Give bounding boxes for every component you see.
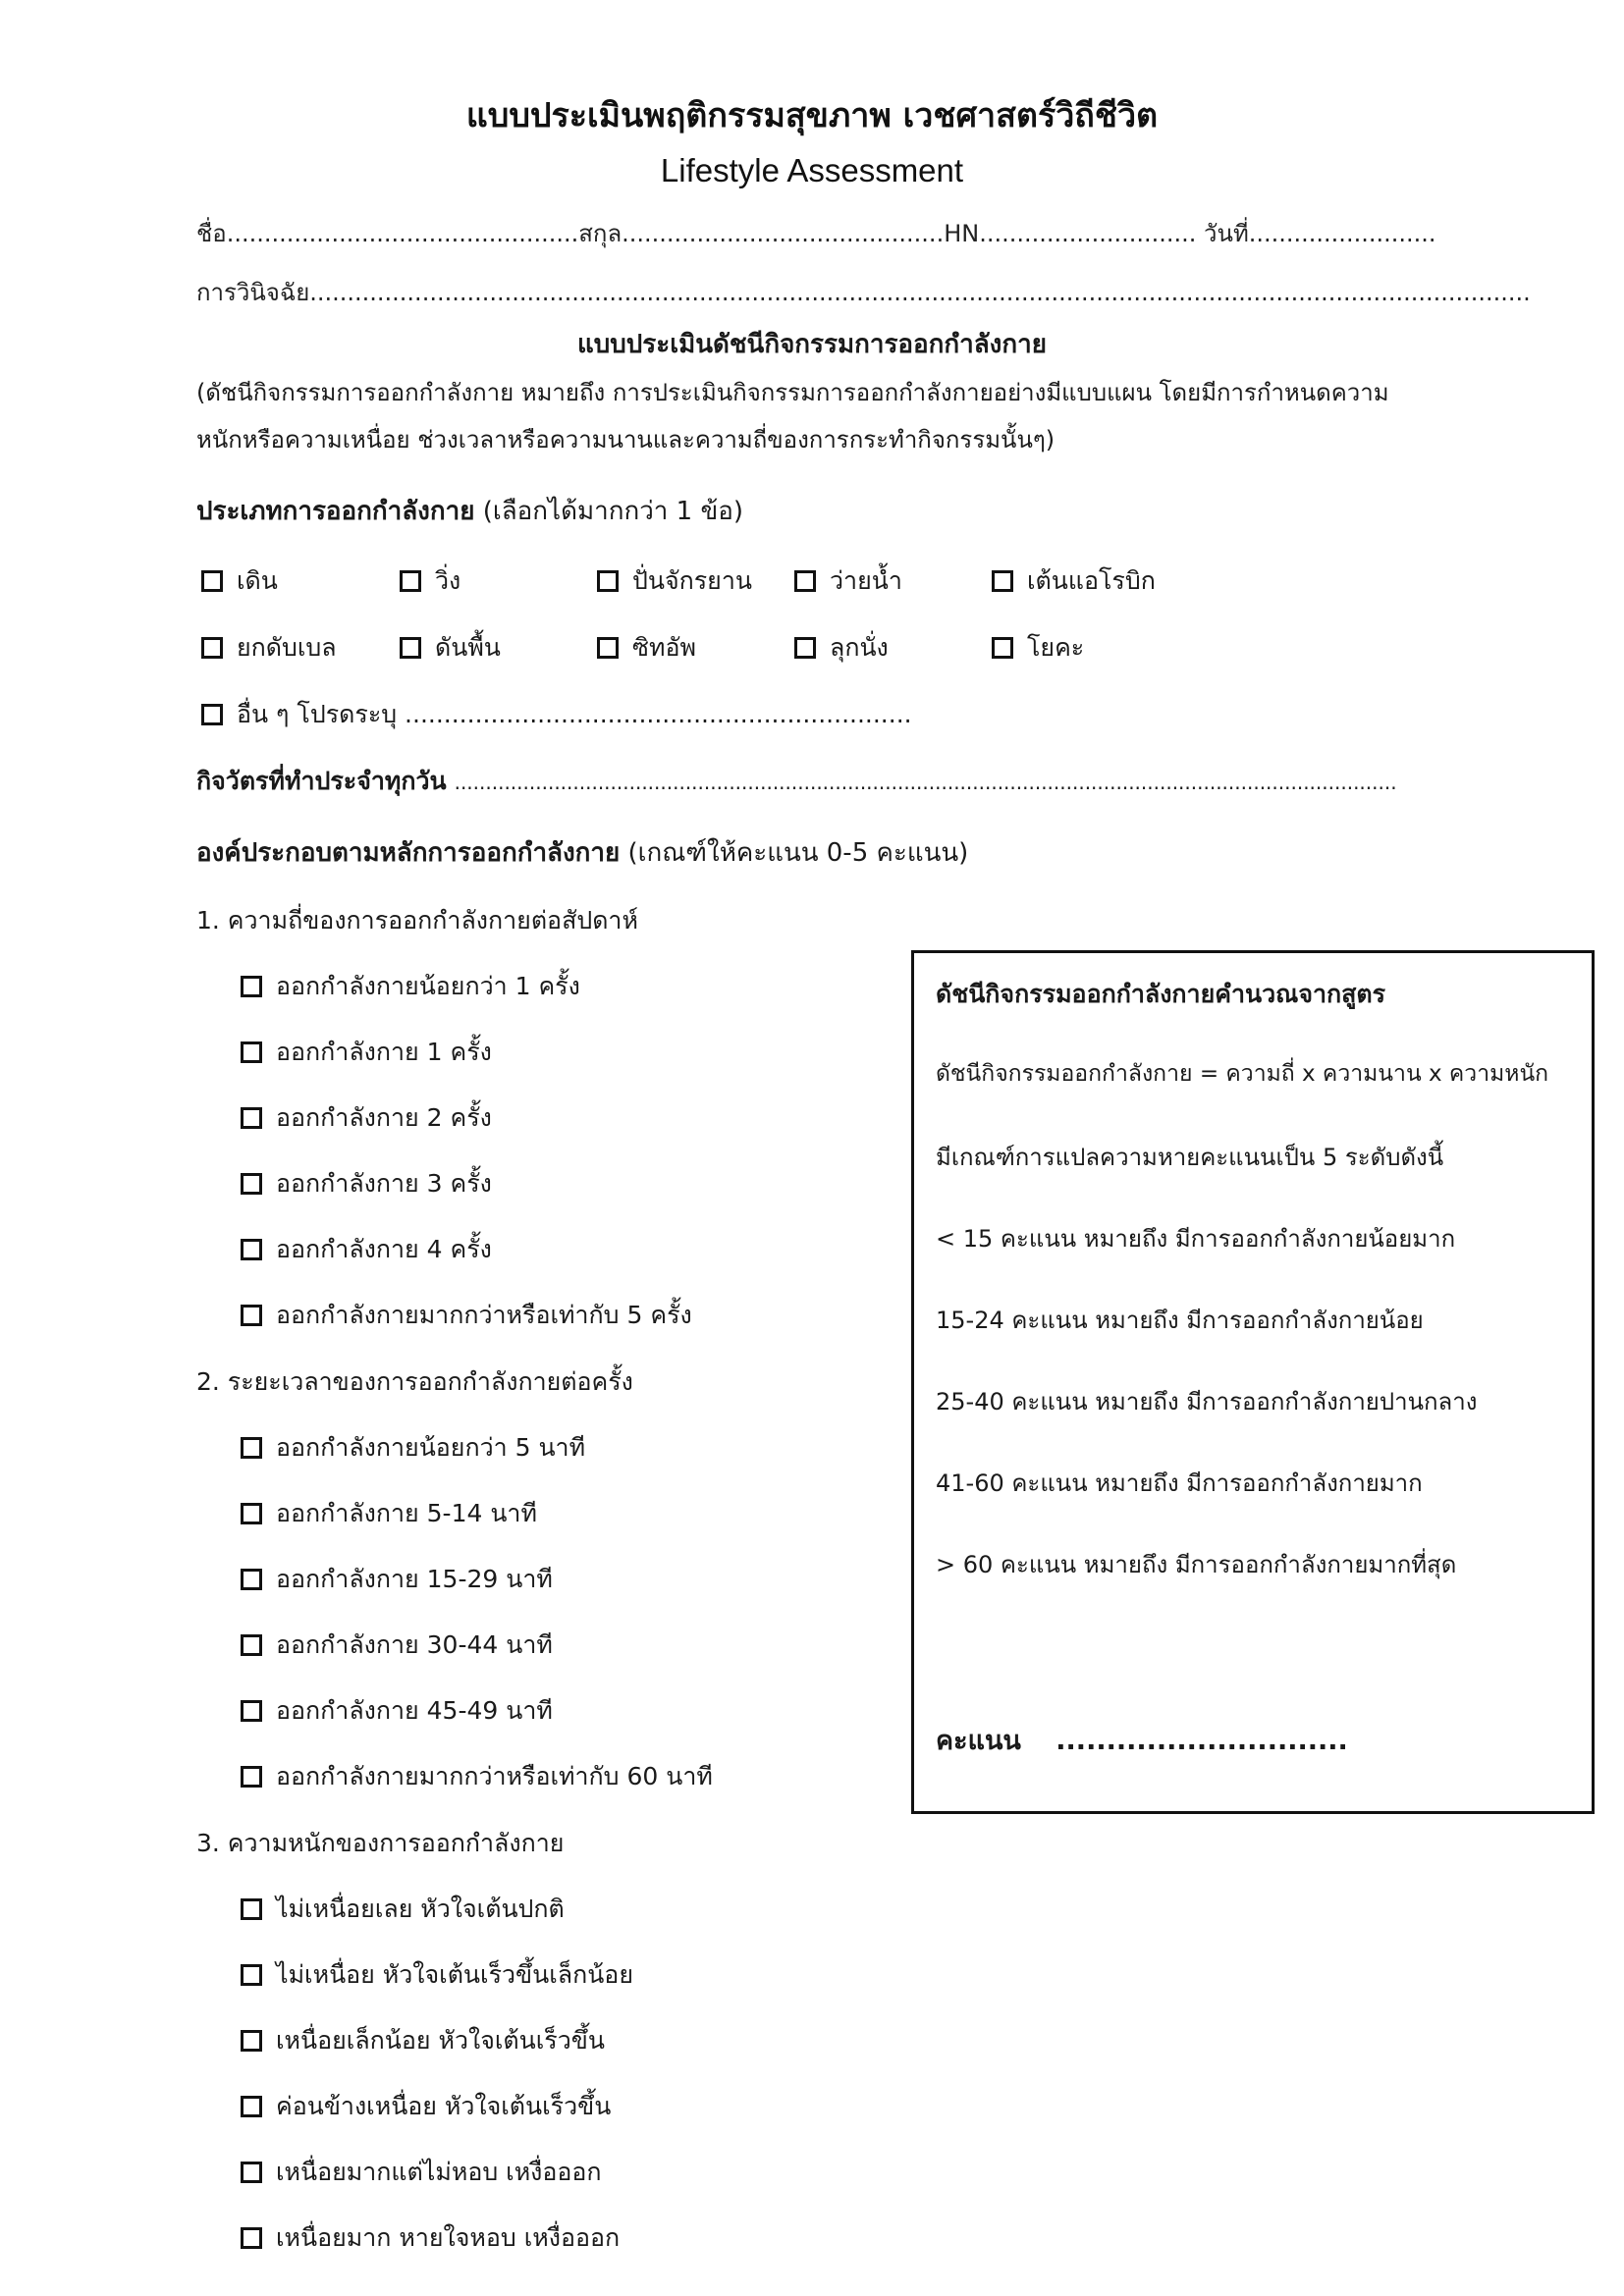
checkbox-icon[interactable]	[241, 1898, 262, 1920]
checkbox-icon[interactable]	[201, 570, 223, 592]
checkbox-icon[interactable]	[241, 1107, 262, 1129]
checkbox-icon[interactable]	[597, 570, 619, 592]
index-level-2: 15-24 คะแนน หมายถึง มีการออกกำลังกายน้อย	[936, 1307, 1424, 1334]
score-dots[interactable]: .............................	[1056, 1726, 1348, 1756]
index-level-4: 41-60 คะแนน หมายถึง มีการออกกำลังกายมาก	[936, 1469, 1423, 1497]
checkbox-cycling[interactable]: ปั่นจักรยาน	[597, 561, 752, 601]
index-formula: ดัชนีกิจกรรมออกกำลังกาย = ความถี่ x ความนาน x ความหนัก	[936, 1061, 1549, 1087]
score-label: คะแนน	[936, 1726, 1021, 1756]
q2-option-3[interactable]: ออกกำลังกาย 15-29 นาที	[241, 1560, 553, 1599]
checkbox-icon[interactable]	[241, 2030, 262, 2052]
checkbox-icon[interactable]	[241, 1964, 262, 1986]
checkbox-icon[interactable]	[241, 976, 262, 997]
q1-option-3[interactable]: ออกกำลังกาย 2 ครั้ง	[241, 1098, 492, 1138]
q3-option-4[interactable]: ค่อนข้างเหนื่อย หัวใจเต้นเร็วขึ้น	[241, 2087, 611, 2126]
q1-option-5[interactable]: ออกกำลังกาย 4 ครั้ง	[241, 1230, 492, 1269]
exercise-type-note: (เลือกได้มากกว่า 1 ข้อ)	[482, 497, 744, 526]
q2-option-2[interactable]: ออกกำลังกาย 5-14 นาที	[241, 1494, 537, 1533]
daily-routine-dots: .......................................................................................................................................................	[454, 771, 1397, 794]
checkbox-icon[interactable]	[241, 1437, 262, 1459]
diagnosis-line[interactable]: การวินิจฉัย...................................................................................................................................................................	[196, 279, 1531, 306]
daily-routine-line[interactable]	[196, 762, 1397, 801]
q3-option-2[interactable]: ไม่เหนื่อย หัวใจเต้นเร็วขึ้นเล็กน้อย	[241, 1955, 633, 1995]
q1-option-1[interactable]: ออกกำลังกายน้อยกว่า 1 ครั้ง	[241, 967, 580, 1006]
checkbox-icon[interactable]	[241, 1173, 262, 1195]
checkbox-icon[interactable]	[241, 2096, 262, 2117]
q2-option-4[interactable]: ออกกำลังกาย 30-44 นาที	[241, 1626, 553, 1665]
checkbox-icon[interactable]	[241, 2227, 262, 2249]
checkbox-icon[interactable]	[992, 570, 1013, 592]
checkbox-icon[interactable]	[241, 1766, 262, 1788]
q1-option-4[interactable]: ออกกำลังกาย 3 ครั้ง	[241, 1164, 492, 1203]
checkbox-icon[interactable]	[241, 1569, 262, 1590]
index-level-5: > 60 คะแนน หมายถึง มีการออกกำลังกายมากที่สุด	[936, 1551, 1457, 1578]
checkbox-icon[interactable]	[794, 570, 816, 592]
patient-info-line[interactable]: ชื่อ...............................................สกุล...........................................HN............................. วันที่.........................	[196, 220, 1436, 247]
checkbox-swim[interactable]: ว่ายน้ำ	[794, 561, 902, 601]
checkbox-icon[interactable]	[201, 704, 223, 725]
q2-option-5[interactable]: ออกกำลังกาย 45-49 นาที	[241, 1691, 553, 1731]
q1-option-2[interactable]: ออกกำลังกาย 1 ครั้ง	[241, 1033, 492, 1072]
checkbox-icon[interactable]	[241, 2162, 262, 2183]
checkbox-aerobic[interactable]: เต้นแอโรบิก	[992, 561, 1156, 601]
q2-option-1[interactable]: ออกกำลังกายน้อยกว่า 5 นาที	[241, 1428, 585, 1468]
checkbox-icon[interactable]	[201, 637, 223, 659]
components-note: (เกณฑ์ให้คะแนน 0-5 คะแนน)	[627, 838, 969, 868]
q1-option-6[interactable]: ออกกำลังกายมากกว่าหรือเท่ากับ 5 ครั้ง	[241, 1296, 692, 1335]
checkbox-dumbbell[interactable]: ยกดับเบล	[201, 628, 337, 667]
section-title: แบบประเมินดัชนีกิจกรรมการออกกำลังกาย	[577, 330, 1047, 359]
q2-option-6[interactable]: ออกกำลังกายมากกว่าหรือเท่ากับ 60 นาที	[241, 1757, 713, 1796]
section-desc-1: (ดัชนีกิจกรรมการออกกำลังกาย หมายถึง การประเมินกิจกรรมการออกกำลังกายอย่างมีแบบแผน โดยมีการกำหนดความ	[196, 379, 1389, 406]
checkbox-icon[interactable]	[241, 1239, 262, 1260]
checkbox-pushup[interactable]: ดันพื้น	[400, 628, 501, 667]
q1-title: 1. ความถี่ของการออกกำลังกายต่อสัปดาห์	[196, 906, 638, 934]
q3-option-1[interactable]: ไม่เหนื่อยเลย หัวใจเต้นปกติ	[241, 1890, 565, 1929]
checkbox-icon[interactable]	[241, 1041, 262, 1063]
components-label: องค์ประกอบตามหลักการออกกำลังกาย	[196, 838, 621, 868]
checkbox-icon[interactable]	[241, 1305, 262, 1326]
q3-title: 3. ความหนักของการออกกำลังกาย	[196, 1829, 565, 1857]
q3-option-6[interactable]: เหนื่อยมาก หายใจหอบ เหงื่อออก	[241, 2218, 620, 2258]
section-desc-2: หนักหรือความเหนื่อย ช่วงเวลาหรือความนานและความถี่ของการกระทำกิจกรรมนั้นๆ)	[196, 426, 1056, 454]
checkbox-icon[interactable]	[794, 637, 816, 659]
exercise-type-label: ประเภทการออกกำลังกาย	[196, 497, 475, 526]
components-heading	[196, 832, 968, 873]
q2-title: 2. ระยะเวลาของการออกกำลังกายต่อครั้ง	[196, 1367, 633, 1396]
checkbox-icon[interactable]	[241, 1503, 262, 1524]
checkbox-icon[interactable]	[400, 570, 421, 592]
q3-option-5[interactable]: เหนื่อยมากแต่ไม่หอบ เหงื่อออก	[241, 2153, 602, 2192]
index-criteria: มีเกณฑ์การแปลความหายคะแนนเป็น 5 ระดับดังนี้	[936, 1144, 1444, 1171]
exercise-type-heading	[196, 491, 743, 531]
checkbox-icon[interactable]	[241, 1700, 262, 1722]
page-subtitle: Lifestyle Assessment	[660, 152, 964, 188]
checkbox-icon[interactable]	[992, 637, 1013, 659]
checkbox-icon[interactable]	[241, 1634, 262, 1656]
page-title: แบบประเมินพฤติกรรมสุขภาพ เวชศาสตร์วิถีชีวิต	[465, 96, 1159, 135]
daily-routine-label: กิจวัตรที่ทำประจำทุกวัน	[196, 767, 447, 795]
checkbox-squat[interactable]: ลุกนั่ง	[794, 628, 889, 667]
checkbox-icon[interactable]	[400, 637, 421, 659]
index-formula-box	[911, 950, 1595, 1814]
index-level-1: < 15 คะแนน หมายถึง มีการออกกำลังกายน้อยมาก	[936, 1225, 1456, 1253]
checkbox-run[interactable]: วิ่ง	[400, 561, 460, 601]
checkbox-other[interactable]: อื่น ๆ โปรดระบุ .................................................................	[201, 695, 912, 734]
checkbox-icon[interactable]	[597, 637, 619, 659]
index-level-3: 25-40 คะแนน หมายถึง มีการออกกำลังกายปานกลาง	[936, 1388, 1478, 1415]
score-line[interactable]	[936, 1719, 1348, 1761]
checkbox-situp[interactable]: ซิทอัพ	[597, 628, 696, 667]
checkbox-yoga[interactable]: โยคะ	[992, 628, 1084, 667]
q3-option-3[interactable]: เหนื่อยเล็กน้อย หัวใจเต้นเร็วขึ้น	[241, 2021, 605, 2060]
checkbox-walk[interactable]: เดิน	[201, 561, 278, 601]
index-box-title: ดัชนีกิจกรรมออกกำลังกายคำนวณจากสูตร	[936, 980, 1386, 1008]
